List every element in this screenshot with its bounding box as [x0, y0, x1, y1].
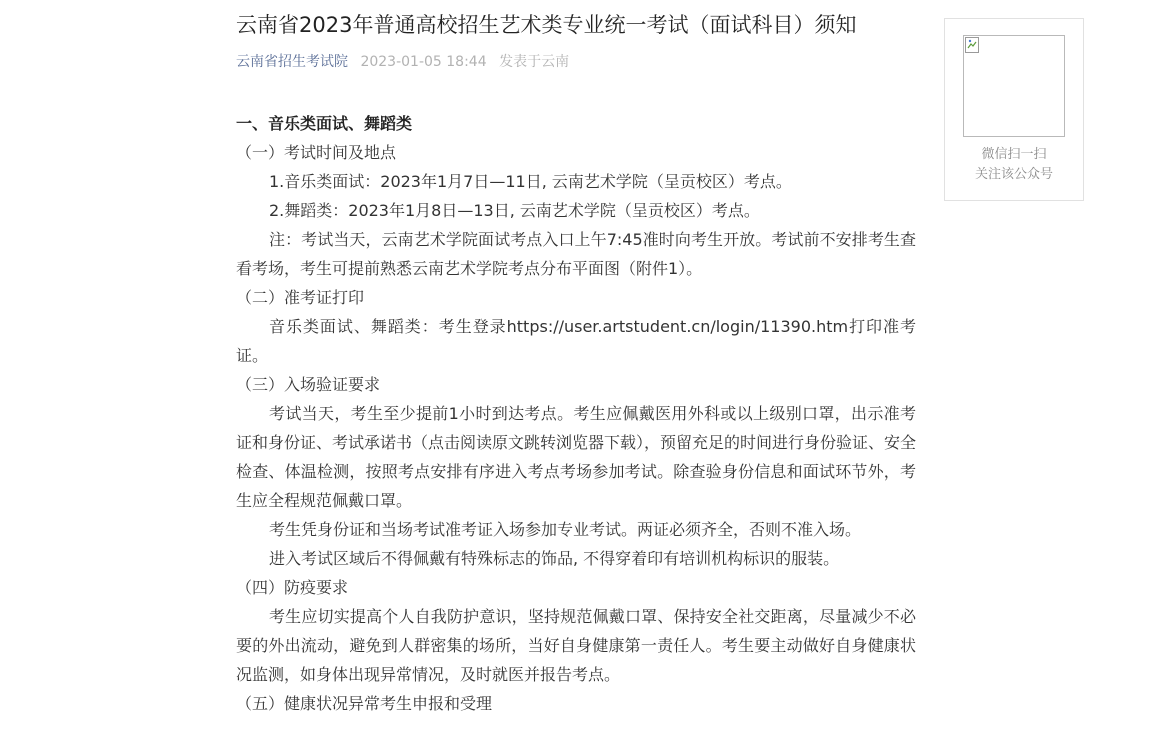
publish-location: 发表于云南: [499, 54, 570, 70]
subsection-heading: （二）准考证打印: [236, 288, 365, 307]
article: [236, 10, 916, 718]
article-title: 云南省2023年普通高校招生艺术类专业统一考试（面试科目）须知: [236, 13, 857, 37]
subsection-heading: （三）入场验证要求: [236, 375, 381, 394]
paragraph: 1.音乐类面试：2023年1月7日—11日, 云南艺术学院（呈贡校区）考点。: [269, 172, 792, 191]
article-content: [236, 109, 916, 718]
subsection-heading: （五）健康状况异常考生申报和受理: [236, 694, 493, 713]
article-meta: [236, 52, 916, 72]
qr-caption-line2: 关注该公众号: [974, 167, 1053, 182]
broken-image-icon: [965, 37, 979, 53]
qr-code-image[interactable]: [963, 35, 1065, 137]
publish-time: 2023-01-05 18:44: [360, 54, 487, 70]
paragraph: 考生凭身份证和当场考试准考证入场参加专业考试。两证必须齐全，否则不准入场。: [269, 520, 862, 539]
paragraph: 考试当天，考生至少提前1小时到达考点。考生应佩戴医用外科或以上级别口罩，出示准考证和身份证、考试承诺书（点击阅读原文跳转浏览器下载），预留充足的时间进行身份验证、安全检查、体温检测，按照考点安排有序进入考点考场参加考试。除查验身份信息和面试环节外，考生应全程规范佩戴口罩。: [236, 404, 917, 510]
subsection-heading: （一）考试时间及地点: [236, 143, 397, 162]
paragraph: 注：考试当天，云南艺术学院面试考点入口上午7:45准时向考生开放。考试前不安排考生查看考场，考生可提前熟悉云南艺术学院考点分布平面图（附件1）。: [236, 230, 916, 278]
qr-caption: [945, 145, 1083, 185]
account-name-link[interactable]: 云南省招生考试院: [236, 54, 348, 70]
qr-caption-line1: 微信扫一扫: [981, 147, 1047, 162]
paragraph: 进入考试区域后不得佩戴有特殊标志的饰品, 不得穿着印有培训机构标识的服装。: [269, 549, 840, 568]
qr-code-panel: [944, 18, 1084, 201]
paragraph: 音乐类面试、舞蹈类：考生登录https://user.artstudent.cn/login/11390.htm打印准考证。: [236, 317, 916, 365]
paragraph: 考生应切实提高个人自我防护意识，坚持规范佩戴口罩、保持安全社交距离，尽量减少不必要的外出流动，避免到人群密集的场所，当好自身健康第一责任人。考生要主动做好自身健康状况监测，如身体出现异常情况，及时就医并报告考点。: [236, 607, 916, 684]
section-heading: 一、音乐类面试、舞蹈类: [236, 114, 413, 133]
paragraph: 2.舞蹈类：2023年1月8日—13日, 云南艺术学院（呈贡校区）考点。: [269, 201, 760, 220]
subsection-heading: （四）防疫要求: [236, 578, 349, 597]
